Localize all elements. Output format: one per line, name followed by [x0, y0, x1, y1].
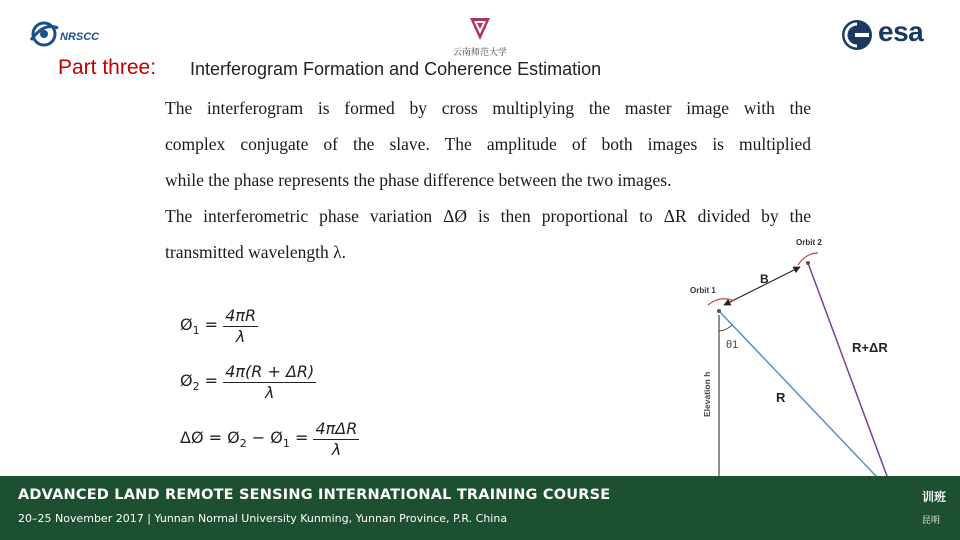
- esa-logo: [840, 16, 936, 52]
- fraction-numerator: 4πR: [225, 306, 257, 325]
- body-line: while the phase represents the phase difference between the two images.: [165, 170, 672, 190]
- formula-fraction: [223, 362, 316, 403]
- range-label: R: [776, 390, 786, 405]
- fraction-numerator: 4π(R + ΔR): [225, 362, 315, 381]
- body-line: complex conjugate of the slave. The amplitude of both images is multiplied: [165, 134, 811, 154]
- orbit1-label: Orbit 1: [690, 286, 716, 295]
- theta-arc: [719, 325, 732, 331]
- satellite1-icon: [717, 309, 721, 313]
- nrscc-emblem-icon: [28, 18, 60, 50]
- formula-fraction: [223, 306, 258, 347]
- range-line: [719, 311, 894, 495]
- elevation-label: Elevation h: [702, 371, 712, 417]
- university-crest-icon: [469, 16, 491, 42]
- fraction-denominator: λ: [235, 327, 246, 346]
- baseline-label: B: [760, 272, 769, 286]
- footer-subtitle: 20–25 November 2017 | Yunnan Normal University Kunming, Yunnan Province, P.R. China: [18, 512, 508, 525]
- formula-lhs: $Ø_2$ =: [180, 371, 219, 394]
- esa-emblem-icon: [840, 18, 874, 52]
- orbit2-label: Orbit 2: [796, 238, 822, 247]
- fraction-denominator: λ: [331, 440, 342, 459]
- formula-delta-phi: [180, 419, 359, 460]
- footer-banner: [0, 476, 960, 540]
- theta-label: θ1: [726, 339, 739, 351]
- university-logo-text: 云南师范大学: [452, 48, 507, 58]
- body-line: The interferogram is formed by cross multiplying the master image with the: [165, 98, 811, 118]
- satellite2-icon: [806, 261, 810, 265]
- formula-phi1: [180, 306, 258, 347]
- body-line: The interferometric phase variation ΔØ is then proportional to ΔR divided by the: [165, 206, 811, 226]
- footer-right-bottom: 昆明: [922, 515, 941, 525]
- section-title: Interferogram Formation and Coherence Estimation: [190, 59, 602, 79]
- footer-title: ADVANCED LAND REMOTE SENSING INTERNATIONAL TRAINING COURSE: [18, 487, 611, 503]
- body-line: transmitted wavelength λ.: [165, 242, 347, 262]
- formula-fraction: [313, 419, 359, 460]
- fraction-denominator: λ: [264, 383, 275, 402]
- esa-logo-text: esa: [878, 16, 924, 47]
- formula-lhs: ΔØ = $Ø_2$ − $Ø_1$ =: [180, 428, 309, 451]
- nrscc-logo-text: NRSCC: [60, 31, 100, 43]
- fraction-numerator: 4πΔR: [315, 419, 358, 438]
- range2-line: [808, 263, 894, 495]
- part-label: Part three:: [58, 56, 157, 79]
- range2-label: R+ΔR: [852, 340, 888, 355]
- formula-lhs: $Ø_1$ =: [180, 315, 219, 338]
- nrscc-logo: [28, 18, 108, 50]
- footer-right-top: 训班: [922, 490, 947, 504]
- formula-phi2: [180, 362, 316, 403]
- university-logo: [442, 16, 518, 58]
